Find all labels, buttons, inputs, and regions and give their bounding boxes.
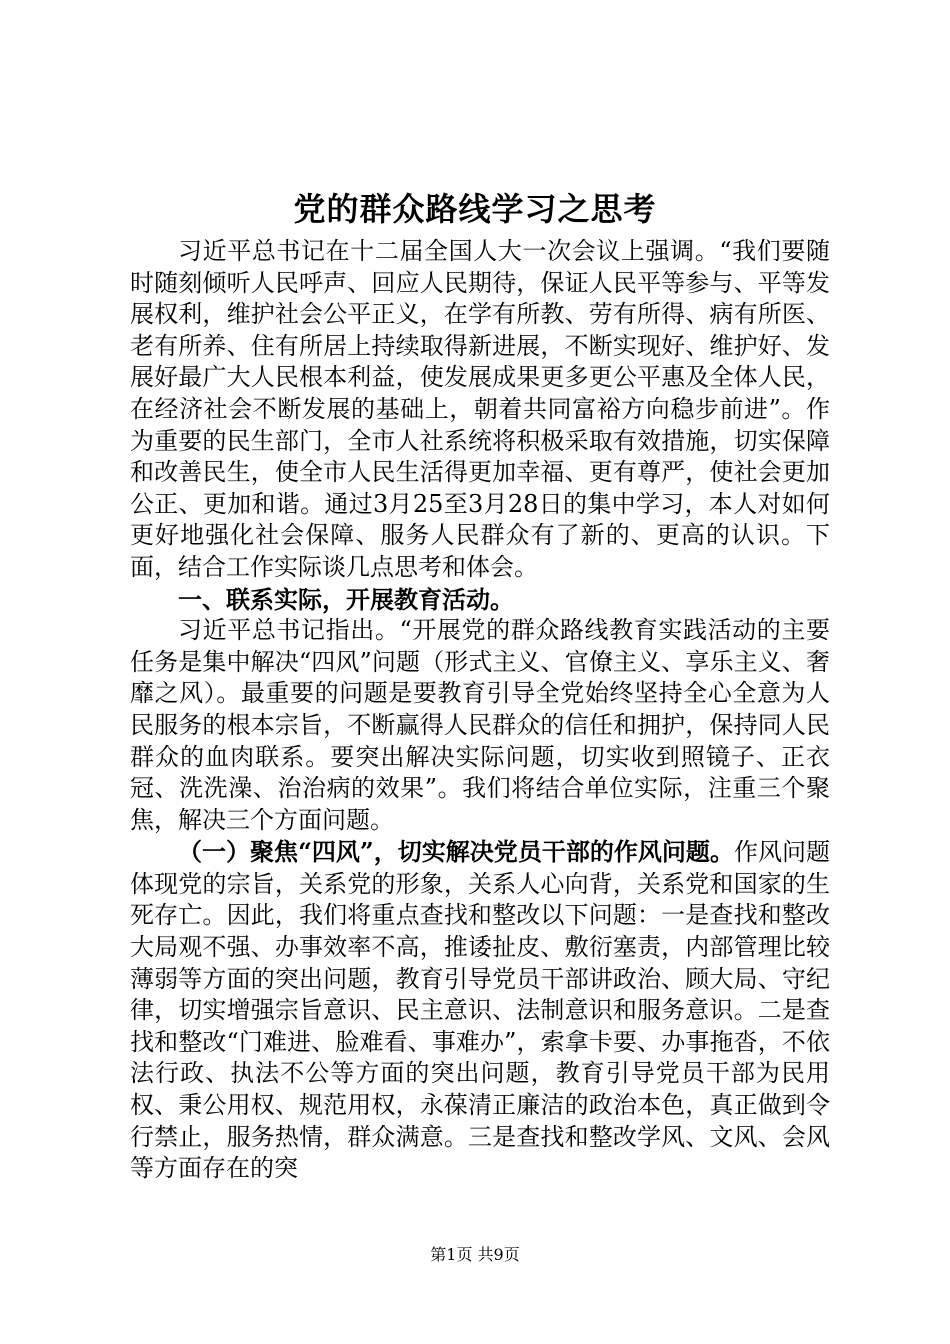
section-heading-1: 一、联系实际，开展教育活动。 — [178, 584, 514, 614]
document-title: 党的群众路线学习之思考 — [293, 190, 657, 228]
document-body — [130, 236, 830, 1185]
paragraph-intro: 习近平总书记在十二届全国人大一次会议上强调。“我们要随时随刻倾听人民呼声、回应人民期待，保证人民平等参与、平等发展权利，维护社会公平正义，在学有所教、劳有所得、病有所医、老有所养、住有所居上持续取得新进展，不断实现好、维护好、发展好最广大人民根本利益，使发展成果更多更公平惠及全体人民，在经济社会不断发展的基础上，朝着共同富裕方向稳步前进”。作为重要的民生部门，全市人社系统将积极采取有效措施，切实保障和改善民生，使全市人民生活得更加幸福、更有尊严，使社会更加公正、更加和谐。通过3月25至3月28日的集中学习，本人对如何更好地强化社会保障、服务人民群众有了新的、更高的认识。下面，结合工作实际谈几点思考和体会。 — [130, 237, 830, 581]
page-footer: 第1页 共9页 — [430, 1245, 520, 1264]
subsection-text-1: 作风问题体现党的宗旨，关系党的形象，关系人心向背，关系党和国家的生死存亡。因此，我们将重点查找和整改以下问题：一是查找和整改大局观不强、办事效率不高，推诿扯皮、敷衍塞责，内部管理比较薄弱等方面的突出问题，教育引导党员干部讲政治、顾大局、守纪律，切实增强宗旨意识、民主意识、法制意识和服务意识。二是查找和整改“门难进、脸难看、事难办”，索拿卡要、办事拖沓，不依法行政、执法不公等方面的突出问题，教育引导党员干部为民用权、秉公用权、规范用权，永葆清正廉洁的政治本色，真正做到令行禁止，服务热情，群众满意。三是查找和整改学风、文风、会风等方面存在的突 — [130, 838, 831, 1183]
paragraph-section-1: 习近平总书记指出。“开展党的群众路线教育实践活动的主要任务是集中解决“四风”问题（形式主义、官僚主义、享乐主义、奢靡之风）。最重要的问题是要教育引导全党始终坚持全心全意为人民服务的根本宗旨，不断赢得人民群众的信任和拥护，保持同人民群众的血肉联系。要突出解决实际问题，切实收到照镜子、正衣冠、洗洗澡、治治病的效果”。我们将结合单位实际，注重三个聚焦，解决三个方面问题。 — [130, 616, 830, 834]
subsection-heading-1: （一）聚焦“四风”，切实解决党员干部的作风问题。 — [178, 837, 734, 867]
paragraph-subsection-1 — [130, 836, 830, 1185]
